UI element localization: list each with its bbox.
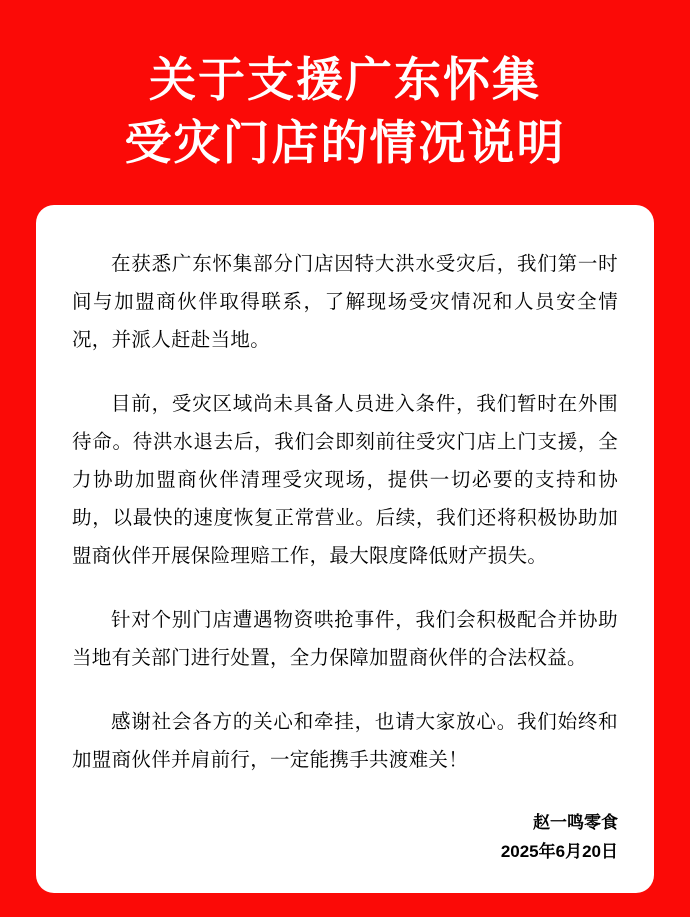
signature-block xyxy=(72,779,618,867)
statement-card xyxy=(36,205,654,893)
signature-date: 2025年6月20日 xyxy=(500,841,618,861)
poster-title xyxy=(0,48,690,175)
paragraph-1: 在获悉广东怀集部分门店因特大洪水受灾后，我们第一时间与加盟商伙伴取得联系，了解现场受灾情况和人员安全情况，并派人赶赴当地。 xyxy=(72,252,618,351)
title-line-2: 受灾门店的情况说明 xyxy=(124,116,566,170)
title-line-1: 关于支援广东怀集 xyxy=(149,53,541,106)
signature-company: 赵一鸣零食 xyxy=(533,813,618,833)
paragraph-3: 针对个别门店遭遇物资哄抢事件，我们会积极配合并协助当地有关部门进行处置，全力保障加盟商伙伴的合法权益。 xyxy=(72,609,618,670)
paragraph-4: 感谢社会各方的关心和牵挂，也请大家放心。我们始终和加盟商伙伴并肩前行，一定能携手共渡难关！ xyxy=(72,711,618,772)
paragraph-2: 目前，受灾区域尚未具备人员进入条件，我们暂时在外围待命。待洪水退去后，我们会即刻前往受灾门店上门支援，全力协助加盟商伙伴清理受灾现场，提供一切必要的支持和协助，以最快的速度恢复正常营业。后续，我们还将积极协助加盟商伙伴开展保险理赔工作，最大限度降低财产损失。 xyxy=(72,392,618,567)
